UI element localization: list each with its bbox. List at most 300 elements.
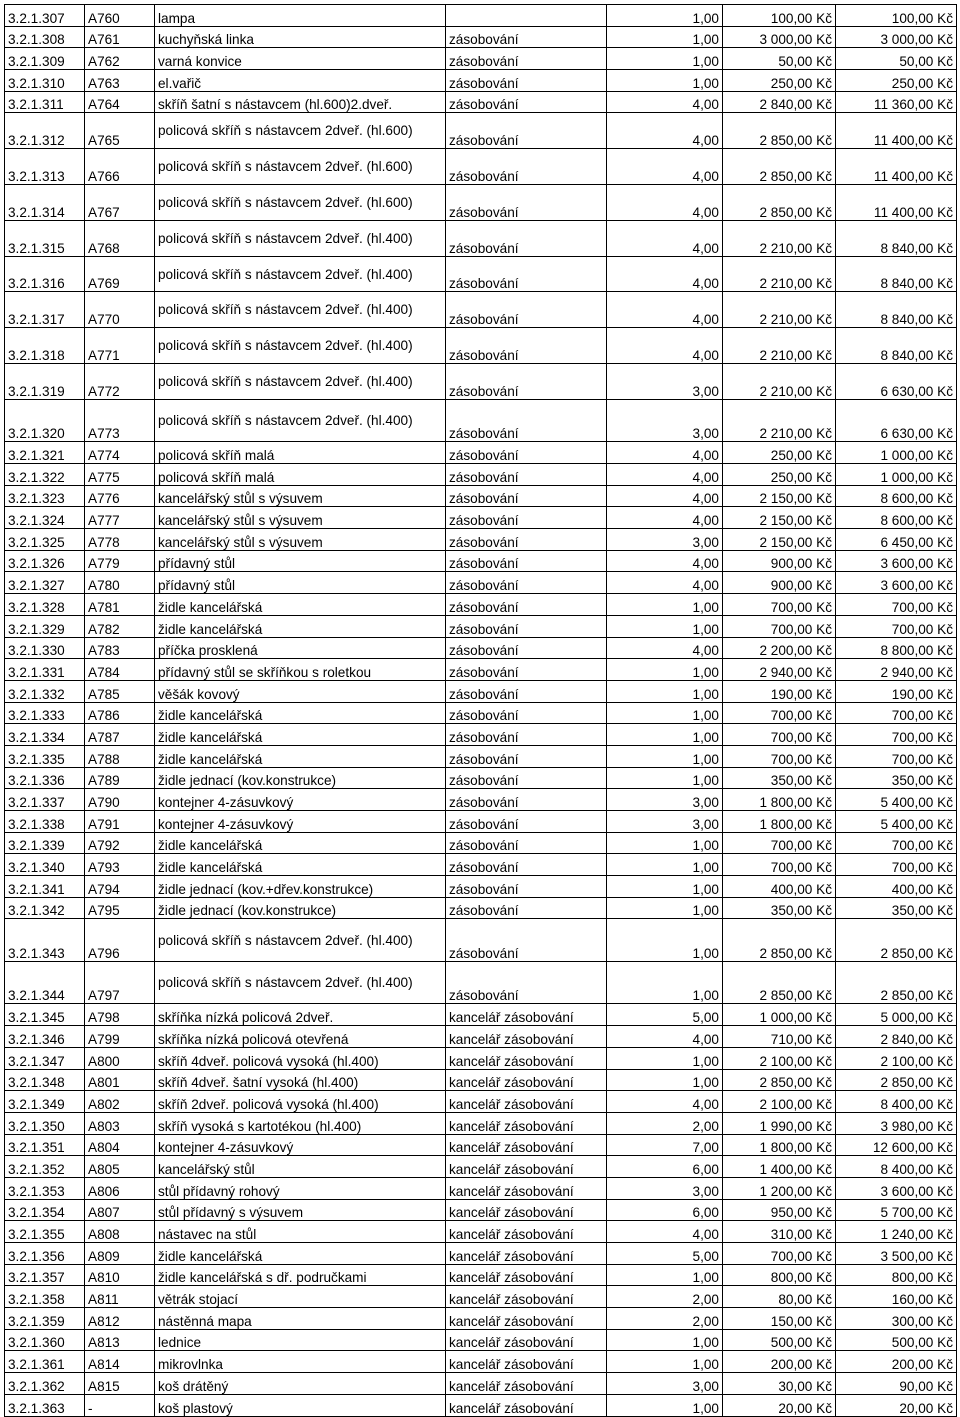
item-code-cell: A761	[85, 26, 155, 48]
item-description-cell: kancelářský stůl	[155, 1156, 446, 1178]
item-description-cell: stůl přídavný s výsuvem	[155, 1199, 446, 1221]
item-code-cell: A798	[85, 1004, 155, 1026]
item-description-cell: skříň 2dveř. policová vysoká (hl.400)	[155, 1091, 446, 1113]
item-quantity-cell: 4,00	[607, 185, 723, 221]
table-row	[5, 961, 957, 1004]
item-total-price-cell: 8 400,00 Kč	[836, 1091, 957, 1113]
item-description-cell: policová skříň s nástavcem 2dveř. (hl.600)	[155, 149, 446, 185]
item-quantity-cell: 1,00	[607, 1351, 723, 1373]
item-number-cell: 3.2.1.349	[5, 1091, 85, 1113]
item-category-cell: zásobování	[446, 185, 607, 221]
item-quantity-cell: 1,00	[607, 5, 723, 27]
item-code-cell: A775	[85, 464, 155, 486]
item-total-price-cell: 700,00 Kč	[836, 832, 957, 854]
item-number-cell: 3.2.1.313	[5, 149, 85, 185]
item-quantity-cell: 4,00	[607, 1026, 723, 1048]
item-description-cell: přídavný stůl	[155, 550, 446, 572]
table-row	[5, 680, 957, 702]
item-total-price-cell: 700,00 Kč	[836, 854, 957, 876]
item-quantity-cell: 3,00	[607, 1177, 723, 1199]
item-description-cell: kontejner 4-zásuvkový	[155, 1134, 446, 1156]
item-category-cell: zásobování	[446, 464, 607, 486]
item-category-cell: zásobování	[446, 876, 607, 898]
item-quantity-cell: 1,00	[607, 702, 723, 724]
item-total-price-cell: 1 000,00 Kč	[836, 464, 957, 486]
item-category-cell: zásobování	[446, 811, 607, 833]
table-row	[5, 767, 957, 789]
item-total-price-cell: 5 000,00 Kč	[836, 1004, 957, 1026]
item-description-cell: židle kancelářská	[155, 615, 446, 637]
item-quantity-cell: 1,00	[607, 854, 723, 876]
item-quantity-cell: 6,00	[607, 1199, 723, 1221]
item-description-cell: lampa	[155, 5, 446, 27]
item-quantity-cell: 1,00	[607, 615, 723, 637]
item-description-cell: skříňka nízká policová 2dveř.	[155, 1004, 446, 1026]
table-row	[5, 442, 957, 464]
table-row	[5, 637, 957, 659]
item-number-cell: 3.2.1.352	[5, 1156, 85, 1178]
item-unit-price-cell: 150,00 Kč	[723, 1308, 836, 1330]
table-row	[5, 615, 957, 637]
item-unit-price-cell: 700,00 Kč	[723, 615, 836, 637]
item-category-cell: zásobování	[446, 745, 607, 767]
item-total-price-cell: 11 360,00 Kč	[836, 91, 957, 113]
table-row	[5, 811, 957, 833]
item-description-cell: židle jednací (kov.konstrukce)	[155, 767, 446, 789]
item-quantity-cell: 7,00	[607, 1134, 723, 1156]
item-quantity-cell: 3,00	[607, 789, 723, 811]
item-total-price-cell: 250,00 Kč	[836, 70, 957, 92]
inventory-table-body	[5, 5, 957, 1417]
item-code-cell: A807	[85, 1199, 155, 1221]
item-number-cell: 3.2.1.309	[5, 48, 85, 70]
item-number-cell: 3.2.1.317	[5, 292, 85, 328]
item-category-cell: zásobování	[446, 767, 607, 789]
item-quantity-cell: 5,00	[607, 1004, 723, 1026]
item-description-cell: policová skříň s nástavcem 2dveř. (hl.600)	[155, 185, 446, 221]
item-quantity-cell: 3,00	[607, 399, 723, 442]
item-category-cell: kancelář zásobování	[446, 1047, 607, 1069]
item-unit-price-cell: 2 850,00 Kč	[723, 961, 836, 1004]
item-number-cell: 3.2.1.360	[5, 1329, 85, 1351]
item-quantity-cell: 3,00	[607, 811, 723, 833]
item-code-cell: A792	[85, 832, 155, 854]
item-category-cell: zásobování	[446, 70, 607, 92]
item-description-cell: židle kancelářská	[155, 724, 446, 746]
table-row	[5, 1308, 957, 1330]
item-code-cell: A764	[85, 91, 155, 113]
item-category-cell: zásobování	[446, 328, 607, 364]
item-description-cell: kancelářský stůl s výsuvem	[155, 485, 446, 507]
item-code-cell: A784	[85, 659, 155, 681]
item-unit-price-cell: 2 200,00 Kč	[723, 637, 836, 659]
item-category-cell: zásobování	[446, 364, 607, 400]
item-code-cell: A803	[85, 1112, 155, 1134]
item-number-cell: 3.2.1.361	[5, 1351, 85, 1373]
item-unit-price-cell: 900,00 Kč	[723, 572, 836, 594]
item-number-cell: 3.2.1.347	[5, 1047, 85, 1069]
item-number-cell: 3.2.1.358	[5, 1286, 85, 1308]
item-description-cell: kancelářský stůl s výsuvem	[155, 529, 446, 551]
item-category-cell: kancelář zásobování	[446, 1134, 607, 1156]
item-description-cell: varná konvice	[155, 48, 446, 70]
table-row	[5, 789, 957, 811]
item-code-cell: A767	[85, 185, 155, 221]
table-row	[5, 1243, 957, 1265]
item-code-cell: A777	[85, 507, 155, 529]
item-category-cell	[446, 5, 607, 27]
item-category-cell: zásobování	[446, 680, 607, 702]
item-unit-price-cell: 700,00 Kč	[723, 832, 836, 854]
item-category-cell: zásobování	[446, 220, 607, 256]
item-code-cell: A769	[85, 256, 155, 292]
item-unit-price-cell: 100,00 Kč	[723, 5, 836, 27]
item-total-price-cell: 800,00 Kč	[836, 1264, 957, 1286]
item-number-cell: 3.2.1.322	[5, 464, 85, 486]
item-unit-price-cell: 350,00 Kč	[723, 767, 836, 789]
item-number-cell: 3.2.1.329	[5, 615, 85, 637]
item-code-cell: A811	[85, 1286, 155, 1308]
item-total-price-cell: 8 400,00 Kč	[836, 1156, 957, 1178]
item-quantity-cell: 4,00	[607, 113, 723, 149]
item-code-cell: A813	[85, 1329, 155, 1351]
table-row	[5, 702, 957, 724]
item-description-cell: skříň šatní s nástavcem (hl.600)2.dveř.	[155, 91, 446, 113]
item-unit-price-cell: 700,00 Kč	[723, 594, 836, 616]
item-description-cell: policová skříň s nástavcem 2dveř. (hl.400)	[155, 220, 446, 256]
item-category-cell: zásobování	[446, 507, 607, 529]
table-row	[5, 529, 957, 551]
item-total-price-cell: 6 630,00 Kč	[836, 364, 957, 400]
item-category-cell: kancelář zásobování	[446, 1351, 607, 1373]
item-total-price-cell: 3 500,00 Kč	[836, 1243, 957, 1265]
table-row	[5, 1264, 957, 1286]
item-number-cell: 3.2.1.330	[5, 637, 85, 659]
item-category-cell: kancelář zásobování	[446, 1394, 607, 1416]
item-code-cell: A791	[85, 811, 155, 833]
item-description-cell: židle jednací (kov.+dřev.konstrukce)	[155, 876, 446, 898]
item-unit-price-cell: 2 850,00 Kč	[723, 185, 836, 221]
item-total-price-cell: 8 840,00 Kč	[836, 220, 957, 256]
item-code-cell: A789	[85, 767, 155, 789]
item-description-cell: kancelářský stůl s výsuvem	[155, 507, 446, 529]
item-code-cell: A785	[85, 680, 155, 702]
item-total-price-cell: 400,00 Kč	[836, 876, 957, 898]
item-quantity-cell: 4,00	[607, 149, 723, 185]
item-total-price-cell: 1 240,00 Kč	[836, 1221, 957, 1243]
item-unit-price-cell: 50,00 Kč	[723, 48, 836, 70]
table-row	[5, 572, 957, 594]
item-description-cell: židle kancelářská s dř. područkami	[155, 1264, 446, 1286]
inventory-table	[4, 4, 957, 1417]
item-code-cell: A796	[85, 919, 155, 962]
item-description-cell: skříňka nízká policová otevřená	[155, 1026, 446, 1048]
item-category-cell: zásobování	[446, 550, 607, 572]
item-description-cell: židle kancelářská	[155, 745, 446, 767]
item-code-cell: A787	[85, 724, 155, 746]
item-quantity-cell: 1,00	[607, 659, 723, 681]
item-unit-price-cell: 700,00 Kč	[723, 854, 836, 876]
item-category-cell: zásobování	[446, 292, 607, 328]
item-number-cell: 3.2.1.356	[5, 1243, 85, 1265]
item-category-cell: kancelář zásobování	[446, 1026, 607, 1048]
item-number-cell: 3.2.1.359	[5, 1308, 85, 1330]
item-unit-price-cell: 1 800,00 Kč	[723, 1134, 836, 1156]
item-description-cell: přídavný stůl se skříňkou s roletkou	[155, 659, 446, 681]
item-description-cell: policová skříň s nástavcem 2dveř. (hl.400)	[155, 919, 446, 962]
item-code-cell: A770	[85, 292, 155, 328]
table-row	[5, 256, 957, 292]
item-number-cell: 3.2.1.357	[5, 1264, 85, 1286]
item-total-price-cell: 12 600,00 Kč	[836, 1134, 957, 1156]
table-row	[5, 659, 957, 681]
item-number-cell: 3.2.1.348	[5, 1069, 85, 1091]
item-number-cell: 3.2.1.324	[5, 507, 85, 529]
item-code-cell: A802	[85, 1091, 155, 1113]
item-category-cell: kancelář zásobování	[446, 1004, 607, 1026]
item-quantity-cell: 1,00	[607, 594, 723, 616]
table-row	[5, 1351, 957, 1373]
item-category-cell: zásobování	[446, 594, 607, 616]
item-category-cell: zásobování	[446, 91, 607, 113]
item-unit-price-cell: 80,00 Kč	[723, 1286, 836, 1308]
table-row	[5, 1221, 957, 1243]
item-quantity-cell: 1,00	[607, 767, 723, 789]
item-code-cell: A778	[85, 529, 155, 551]
item-total-price-cell: 5 700,00 Kč	[836, 1199, 957, 1221]
item-total-price-cell: 5 400,00 Kč	[836, 811, 957, 833]
item-description-cell: židle kancelářská	[155, 702, 446, 724]
item-quantity-cell: 4,00	[607, 91, 723, 113]
table-row	[5, 5, 957, 27]
item-quantity-cell: 1,00	[607, 745, 723, 767]
item-total-price-cell: 11 400,00 Kč	[836, 149, 957, 185]
item-quantity-cell: 6,00	[607, 1156, 723, 1178]
item-category-cell: zásobování	[446, 572, 607, 594]
item-category-cell: kancelář zásobování	[446, 1112, 607, 1134]
item-quantity-cell: 4,00	[607, 220, 723, 256]
item-quantity-cell: 4,00	[607, 442, 723, 464]
table-row	[5, 854, 957, 876]
item-total-price-cell: 11 400,00 Kč	[836, 113, 957, 149]
item-description-cell: policová skříň malá	[155, 442, 446, 464]
item-total-price-cell: 3 600,00 Kč	[836, 550, 957, 572]
item-description-cell: policová skříň malá	[155, 464, 446, 486]
table-row	[5, 1026, 957, 1048]
item-quantity-cell: 1,00	[607, 832, 723, 854]
item-code-cell: A786	[85, 702, 155, 724]
item-unit-price-cell: 1 990,00 Kč	[723, 1112, 836, 1134]
item-code-cell: A790	[85, 789, 155, 811]
item-code-cell: A762	[85, 48, 155, 70]
table-row	[5, 832, 957, 854]
item-total-price-cell: 5 400,00 Kč	[836, 789, 957, 811]
item-quantity-cell: 4,00	[607, 550, 723, 572]
item-code-cell: A779	[85, 550, 155, 572]
item-unit-price-cell: 200,00 Kč	[723, 1351, 836, 1373]
item-category-cell: zásobování	[446, 919, 607, 962]
item-category-cell: zásobování	[446, 48, 607, 70]
table-row	[5, 48, 957, 70]
item-description-cell: židle kancelářská	[155, 594, 446, 616]
table-row	[5, 1112, 957, 1134]
item-unit-price-cell: 700,00 Kč	[723, 702, 836, 724]
item-category-cell: zásobování	[446, 702, 607, 724]
item-description-cell: policová skříň s nástavcem 2dveř. (hl.400)	[155, 364, 446, 400]
item-category-cell: kancelář zásobování	[446, 1091, 607, 1113]
item-description-cell: přídavný stůl	[155, 572, 446, 594]
item-unit-price-cell: 2 850,00 Kč	[723, 149, 836, 185]
item-category-cell: kancelář zásobování	[446, 1199, 607, 1221]
item-total-price-cell: 190,00 Kč	[836, 680, 957, 702]
item-category-cell: zásobování	[446, 113, 607, 149]
item-total-price-cell: 8 600,00 Kč	[836, 507, 957, 529]
item-category-cell: kancelář zásobování	[446, 1177, 607, 1199]
item-description-cell: židle jednací (kov.konstrukce)	[155, 897, 446, 919]
table-row	[5, 550, 957, 572]
item-description-cell: policová skříň s nástavcem 2dveř. (hl.400)	[155, 961, 446, 1004]
item-description-cell: věšák kovový	[155, 680, 446, 702]
item-unit-price-cell: 500,00 Kč	[723, 1329, 836, 1351]
item-code-cell: A766	[85, 149, 155, 185]
item-description-cell: příčka prosklená	[155, 637, 446, 659]
item-unit-price-cell: 1 800,00 Kč	[723, 789, 836, 811]
item-number-cell: 3.2.1.337	[5, 789, 85, 811]
item-total-price-cell: 50,00 Kč	[836, 48, 957, 70]
item-number-cell: 3.2.1.351	[5, 1134, 85, 1156]
item-unit-price-cell: 400,00 Kč	[723, 876, 836, 898]
item-total-price-cell: 3 980,00 Kč	[836, 1112, 957, 1134]
item-number-cell: 3.2.1.362	[5, 1373, 85, 1395]
item-description-cell: větrák stojací	[155, 1286, 446, 1308]
item-code-cell: -	[85, 1394, 155, 1416]
item-code-cell: A793	[85, 854, 155, 876]
item-unit-price-cell: 350,00 Kč	[723, 897, 836, 919]
item-quantity-cell: 4,00	[607, 572, 723, 594]
item-number-cell: 3.2.1.341	[5, 876, 85, 898]
item-code-cell: A773	[85, 399, 155, 442]
item-unit-price-cell: 250,00 Kč	[723, 70, 836, 92]
table-row	[5, 1134, 957, 1156]
item-quantity-cell: 1,00	[607, 961, 723, 1004]
table-row	[5, 1177, 957, 1199]
item-unit-price-cell: 2 210,00 Kč	[723, 328, 836, 364]
item-description-cell: policová skříň s nástavcem 2dveř. (hl.400)	[155, 328, 446, 364]
table-row	[5, 113, 957, 149]
item-total-price-cell: 350,00 Kč	[836, 897, 957, 919]
item-unit-price-cell: 2 100,00 Kč	[723, 1091, 836, 1113]
item-code-cell: A806	[85, 1177, 155, 1199]
item-number-cell: 3.2.1.346	[5, 1026, 85, 1048]
item-number-cell: 3.2.1.318	[5, 328, 85, 364]
item-unit-price-cell: 2 150,00 Kč	[723, 485, 836, 507]
item-code-cell: A801	[85, 1069, 155, 1091]
table-row	[5, 919, 957, 962]
item-total-price-cell: 350,00 Kč	[836, 767, 957, 789]
item-total-price-cell: 700,00 Kč	[836, 745, 957, 767]
item-description-cell: židle kancelářská	[155, 1243, 446, 1265]
table-row	[5, 485, 957, 507]
item-unit-price-cell: 3 000,00 Kč	[723, 26, 836, 48]
table-row	[5, 364, 957, 400]
table-row	[5, 1047, 957, 1069]
item-total-price-cell: 700,00 Kč	[836, 702, 957, 724]
item-total-price-cell: 2 940,00 Kč	[836, 659, 957, 681]
item-code-cell: A810	[85, 1264, 155, 1286]
table-row	[5, 1091, 957, 1113]
item-quantity-cell: 4,00	[607, 328, 723, 364]
item-category-cell: zásobování	[446, 26, 607, 48]
item-unit-price-cell: 20,00 Kč	[723, 1394, 836, 1416]
item-category-cell: kancelář zásobování	[446, 1329, 607, 1351]
item-category-cell: kancelář zásobování	[446, 1286, 607, 1308]
item-code-cell: A763	[85, 70, 155, 92]
table-row	[5, 1156, 957, 1178]
item-code-cell: A771	[85, 328, 155, 364]
item-category-cell: zásobování	[446, 485, 607, 507]
item-number-cell: 3.2.1.334	[5, 724, 85, 746]
item-quantity-cell: 3,00	[607, 364, 723, 400]
item-number-cell: 3.2.1.315	[5, 220, 85, 256]
item-unit-price-cell: 250,00 Kč	[723, 442, 836, 464]
item-number-cell: 3.2.1.328	[5, 594, 85, 616]
table-row	[5, 149, 957, 185]
item-quantity-cell: 1,00	[607, 1394, 723, 1416]
item-category-cell: zásobování	[446, 724, 607, 746]
item-quantity-cell: 1,00	[607, 1047, 723, 1069]
item-unit-price-cell: 700,00 Kč	[723, 724, 836, 746]
item-code-cell: A800	[85, 1047, 155, 1069]
table-row	[5, 464, 957, 486]
item-code-cell: A804	[85, 1134, 155, 1156]
item-total-price-cell: 100,00 Kč	[836, 5, 957, 27]
item-quantity-cell: 3,00	[607, 1373, 723, 1395]
item-number-cell: 3.2.1.342	[5, 897, 85, 919]
item-total-price-cell: 90,00 Kč	[836, 1373, 957, 1395]
item-quantity-cell: 4,00	[607, 256, 723, 292]
item-description-cell: policová skříň s nástavcem 2dveř. (hl.400)	[155, 399, 446, 442]
item-unit-price-cell: 900,00 Kč	[723, 550, 836, 572]
item-category-cell: kancelář zásobování	[446, 1069, 607, 1091]
item-category-cell: zásobování	[446, 832, 607, 854]
table-row	[5, 1199, 957, 1221]
item-code-cell: A783	[85, 637, 155, 659]
item-quantity-cell: 1,00	[607, 876, 723, 898]
item-quantity-cell: 2,00	[607, 1112, 723, 1134]
item-total-price-cell: 3 600,00 Kč	[836, 572, 957, 594]
item-quantity-cell: 1,00	[607, 897, 723, 919]
item-description-cell: el.vařič	[155, 70, 446, 92]
item-number-cell: 3.2.1.320	[5, 399, 85, 442]
item-unit-price-cell: 2 840,00 Kč	[723, 91, 836, 113]
table-row	[5, 399, 957, 442]
item-unit-price-cell: 2 210,00 Kč	[723, 399, 836, 442]
item-code-cell: A781	[85, 594, 155, 616]
item-total-price-cell: 1 000,00 Kč	[836, 442, 957, 464]
table-row	[5, 70, 957, 92]
item-number-cell: 3.2.1.311	[5, 91, 85, 113]
table-row	[5, 185, 957, 221]
item-code-cell: A815	[85, 1373, 155, 1395]
item-number-cell: 3.2.1.333	[5, 702, 85, 724]
item-category-cell: zásobování	[446, 529, 607, 551]
item-number-cell: 3.2.1.307	[5, 5, 85, 27]
item-description-cell: skříň 4dveř. policová vysoká (hl.400)	[155, 1047, 446, 1069]
item-description-cell: kontejner 4-zásuvkový	[155, 789, 446, 811]
table-row	[5, 1394, 957, 1416]
item-number-cell: 3.2.1.336	[5, 767, 85, 789]
item-total-price-cell: 8 840,00 Kč	[836, 292, 957, 328]
